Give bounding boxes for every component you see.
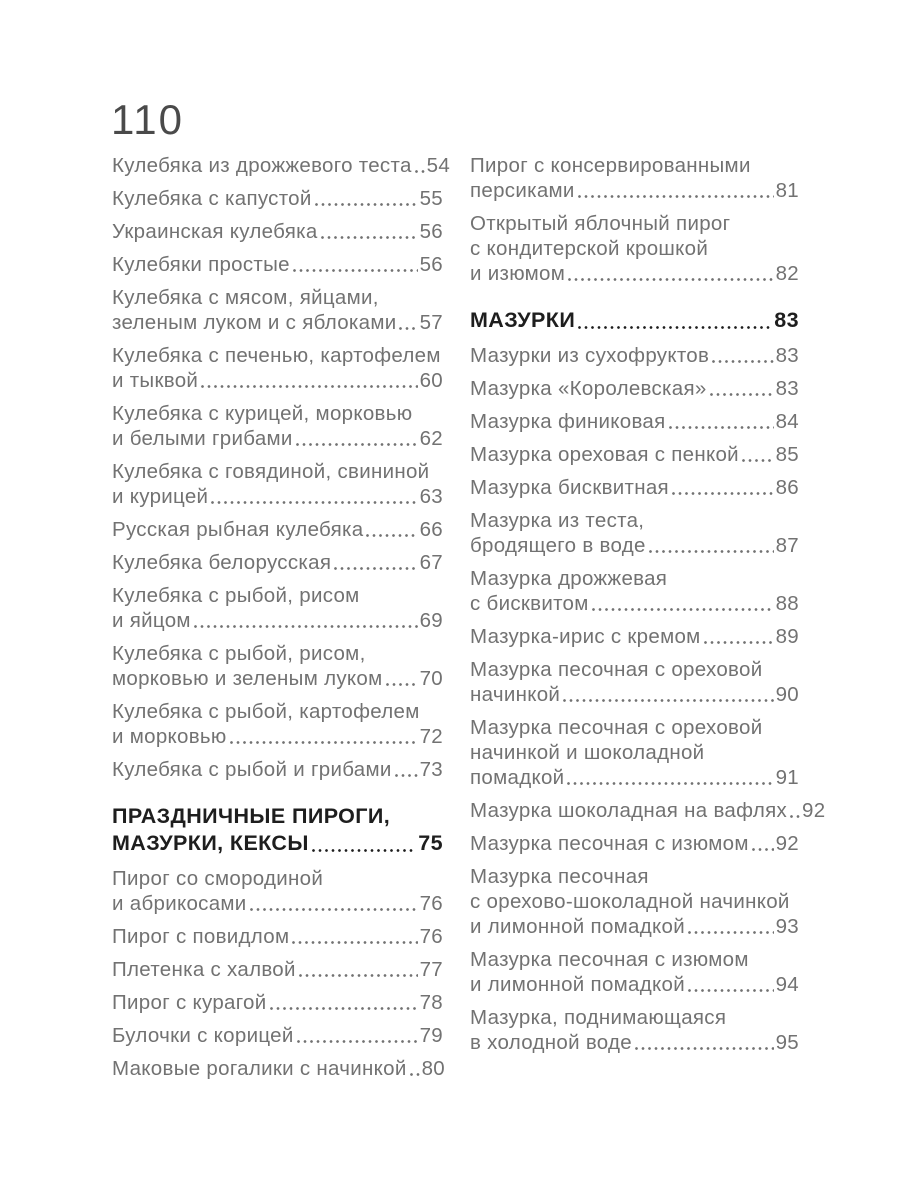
toc-entry-line [112, 990, 443, 1015]
toc-entry-title: и лимонной помадкой [470, 973, 685, 996]
toc-entry-page: 66 [419, 518, 443, 541]
toc-entry-title: Булочки с корицей [112, 1024, 294, 1047]
toc-column-right [470, 153, 826, 1089]
toc-entry-page: 72 [419, 725, 443, 748]
toc-entry [112, 285, 443, 335]
toc-entry-title: МАЗУРКИ [470, 308, 576, 332]
toc-entry-line [470, 972, 799, 997]
dot-leader [334, 550, 417, 575]
toc-entry-title: начинкой и шоколадной [470, 741, 705, 764]
toc-entry-title: Пирог с консервированными [470, 154, 751, 177]
dot-leader [201, 368, 417, 393]
toc-entry-title: Мазурка песочная с изюмом [470, 832, 749, 855]
toc-entry-title: Пирог с повидлом [112, 925, 290, 948]
toc-entry-line [112, 1023, 443, 1048]
toc-entry [470, 715, 799, 790]
toc-entry-page: 73 [419, 758, 443, 781]
toc-entry-title: Кулебяка белорусская [112, 551, 332, 574]
toc-entry-title: и лимонной помадкой [470, 915, 685, 938]
toc-entry-page: 60 [419, 369, 443, 392]
toc-entry [470, 475, 799, 500]
dot-leader [410, 1056, 420, 1081]
toc-entry [470, 798, 826, 823]
toc-entry-line [470, 211, 799, 236]
toc-entry-line [470, 153, 799, 178]
toc-entry-line [470, 1030, 799, 1055]
toc-entry-page: 63 [419, 485, 443, 508]
toc-entry-title: Мазурка песочная с ореховой [470, 716, 763, 739]
toc-entry [112, 924, 443, 949]
toc-entry [112, 459, 443, 509]
toc-column-left [112, 153, 451, 1089]
toc-entry-title: и абрикосами [112, 892, 247, 915]
toc-entry [470, 657, 799, 707]
toc-entry-line [470, 307, 799, 334]
toc-entry [470, 376, 799, 401]
dot-leader [292, 924, 417, 949]
toc-entry-line [470, 889, 799, 914]
toc-entry-page: 67 [419, 551, 443, 574]
toc-entry [470, 831, 799, 856]
toc-entry-title: и яйцом [112, 609, 191, 632]
toc-entry-title: Кулебяки простые [112, 253, 290, 276]
toc-entry-line [112, 891, 443, 916]
toc-entry-page: 92 [802, 799, 826, 822]
toc-entry-title: бродящего в воде [470, 534, 646, 557]
toc-entry [470, 442, 799, 467]
toc-entry-title: Мазурка ореховая с пенкой [470, 443, 739, 466]
toc-entry [470, 343, 799, 368]
toc-entry-line [112, 1056, 446, 1081]
toc-entry-page: 78 [419, 991, 443, 1014]
dot-leader [250, 891, 418, 916]
toc-entry-title: зеленым луком и с яблоками [112, 311, 397, 334]
dot-leader [230, 724, 418, 749]
dot-leader [568, 261, 773, 286]
toc-entry-title: с орехово-шоколадной начинкой [470, 890, 790, 913]
toc-entry [112, 153, 451, 178]
toc-entry-page: 87 [775, 534, 799, 557]
dot-leader [293, 252, 418, 277]
toc-entry-title: Пирог со смородиной [112, 867, 324, 890]
toc-entry [470, 624, 799, 649]
toc-entry-title: помадкой [470, 766, 565, 789]
toc-entry-line [112, 550, 443, 575]
dot-leader [742, 442, 774, 467]
toc-entry-page: 55 [419, 187, 443, 210]
dot-leader [704, 624, 774, 649]
toc-entry-title: и морковью [112, 725, 227, 748]
toc-entry-title: морковью и зеленым луком [112, 667, 383, 690]
dot-leader [672, 475, 774, 500]
toc-entry-line [470, 1005, 799, 1030]
toc-entry [470, 508, 799, 558]
toc-entry-line [112, 803, 443, 830]
toc-entry-line [470, 947, 799, 972]
dot-leader [211, 484, 417, 509]
toc-entry-title: Кулебяка с печенью, картофелем [112, 344, 441, 367]
toc-entry-line [470, 591, 799, 616]
dot-leader [649, 533, 774, 558]
toc-entry-line [112, 153, 451, 178]
toc-entry-page: 90 [775, 683, 799, 706]
toc-entry-title: и белыми грибами [112, 427, 293, 450]
toc-entry-line [470, 566, 799, 591]
toc-entry-line [470, 682, 799, 707]
toc-entry-title: с бисквитом [470, 592, 589, 615]
toc-entry-page: 76 [419, 892, 443, 915]
toc-entry-line [470, 236, 799, 261]
toc-entry [470, 409, 799, 434]
toc-entry-line [112, 830, 443, 857]
toc-entry-page: 62 [419, 427, 443, 450]
toc-entry-line [112, 219, 443, 244]
toc-entry-line [470, 475, 799, 500]
toc-entry-page: 83 [775, 377, 799, 400]
page-number: 110 [111, 96, 184, 143]
toc-entry-line [470, 715, 799, 740]
dot-leader [366, 517, 417, 542]
dot-leader [635, 1030, 774, 1055]
toc-entry [112, 343, 443, 393]
toc-entry-line [470, 765, 799, 790]
dot-leader [563, 682, 773, 707]
toc-entry [112, 401, 443, 451]
dot-leader [312, 830, 416, 857]
dot-leader [592, 591, 774, 616]
toc-entry-page: 84 [775, 410, 799, 433]
toc-entry-line [470, 914, 799, 939]
toc-entry-line [470, 376, 799, 401]
toc-entry-line [112, 666, 443, 691]
toc-entry-title: и курицей [112, 485, 209, 508]
toc-entry-line [112, 924, 443, 949]
toc-entry-line [470, 508, 799, 533]
toc-entry-page: 76 [419, 925, 443, 948]
toc-entry [112, 757, 443, 782]
toc-entry-title: Кулебяка с рыбой и грибами [112, 758, 392, 781]
toc-entry-page: 69 [419, 609, 443, 632]
dot-leader [399, 310, 417, 335]
toc-entry-page: 82 [775, 262, 799, 285]
toc-entry-page: 86 [775, 476, 799, 499]
toc-entry-page: 56 [419, 253, 443, 276]
toc-entry [112, 641, 443, 691]
toc-entry [470, 566, 799, 616]
dot-leader [578, 178, 774, 203]
toc-entry-title: Маковые рогалики с начинкой [112, 1057, 407, 1080]
toc-entry-line [470, 533, 799, 558]
toc-entry-title: Мазурка песочная [470, 865, 649, 888]
toc-entry-line [112, 484, 443, 509]
toc-entry-page: 85 [775, 443, 799, 466]
toc-entry-title: Кулебяка с мясом, яйцами, [112, 286, 379, 309]
toc-entry-title: Украинская кулебяка [112, 220, 318, 243]
dot-leader [688, 914, 774, 939]
toc-entry-title: Мазурка-ирис с кремом [470, 625, 701, 648]
toc-entry-page: 89 [775, 625, 799, 648]
toc-entry-page: 77 [419, 958, 443, 981]
toc-entry [112, 1056, 446, 1081]
dot-leader [296, 426, 418, 451]
toc-entry-line [112, 699, 443, 724]
toc-entry-title: Мазурка шоколадная на вафлях [470, 799, 788, 822]
dot-leader [712, 343, 773, 368]
toc-entry-title: Открытый яблочный пирог [470, 212, 731, 235]
toc-entry-line [470, 343, 799, 368]
toc-entry-line [112, 583, 443, 608]
toc-entry [112, 583, 443, 633]
dot-leader [578, 307, 772, 334]
toc-entry-title: Пирог с курагой [112, 991, 267, 1014]
toc-entry [470, 864, 799, 939]
toc-entry [470, 211, 799, 286]
toc-entry-line [470, 831, 799, 856]
toc-entry-title: в холодной воде [470, 1031, 633, 1054]
dot-leader [386, 666, 418, 691]
toc-entry [112, 219, 443, 244]
toc-entry-page: 54 [426, 154, 451, 177]
toc-entry-page: 91 [775, 766, 799, 789]
toc-entry [112, 699, 443, 749]
toc-entry-page: 83 [774, 308, 799, 332]
toc-entry-title: и изюмом [470, 262, 566, 285]
toc-entry-line [470, 178, 799, 203]
toc-entry-line [470, 740, 799, 765]
dot-leader [567, 765, 773, 790]
toc-entry-title: начинкой [470, 683, 561, 706]
toc-entry-line [112, 401, 443, 426]
toc-entry-page: 57 [419, 311, 443, 334]
toc-entry-line [112, 517, 443, 542]
toc-entry-title: Мазурка бисквитная [470, 476, 669, 499]
toc-entry [112, 1023, 443, 1048]
toc-entry-title: с кондитерской крошкой [470, 237, 709, 260]
toc-entry-page: 92 [775, 832, 799, 855]
toc-entry-page: 70 [419, 667, 443, 690]
toc-entry-title: Кулебяка с курицей, морковью [112, 402, 413, 425]
toc-entry-title: Кулебяка с рыбой, картофелем [112, 700, 420, 723]
toc-columns [112, 153, 826, 1089]
toc-entry-title: ПРАЗДНИЧНЫЕ ПИРОГИ, [112, 804, 391, 828]
toc-entry [470, 1005, 799, 1055]
toc-entry-title: Кулебяка с говядиной, свининой [112, 460, 430, 483]
toc-entry-page: 95 [775, 1031, 799, 1054]
toc-entry-page: 75 [418, 831, 443, 855]
toc-entry-title: Плетенка с халвой [112, 958, 296, 981]
toc-entry-line [112, 285, 443, 310]
toc-entry-line [112, 343, 443, 368]
dot-leader [297, 1023, 418, 1048]
dot-leader [415, 153, 425, 178]
toc-entry-line [470, 261, 799, 286]
toc-entry-page: 80 [421, 1057, 446, 1080]
toc-entry-line [112, 368, 443, 393]
toc-entry-title: МАЗУРКИ, КЕКСЫ [112, 831, 309, 855]
toc-entry-title: Мазурка песочная с изюмом [470, 948, 749, 971]
dot-leader [194, 608, 418, 633]
dot-leader [669, 409, 774, 434]
dot-leader [710, 376, 774, 401]
toc-entry [470, 153, 799, 203]
toc-entry-line [112, 186, 443, 211]
toc-entry-title: Мазурки из сухофруктов [470, 344, 710, 367]
toc-entry-title: Мазурка дрожжевая [470, 567, 668, 590]
dot-leader [315, 186, 418, 211]
toc-entry-line [112, 724, 443, 749]
toc-entry-line [470, 798, 826, 823]
toc-entry-page: 93 [775, 915, 799, 938]
toc-entry-title: Мазурка финиковая [470, 410, 666, 433]
toc-entry-line [112, 641, 443, 666]
toc-entry-title: Мазурка «Королевская» [470, 377, 707, 400]
toc-entry-line [112, 757, 443, 782]
toc-entry [112, 990, 443, 1015]
toc-entry-line [470, 657, 799, 682]
toc-entry-title: Кулебяка из дрожжевого теста [112, 154, 412, 177]
toc-entry-title: Мазурка песочная с ореховой [470, 658, 763, 681]
toc-entry-line [470, 624, 799, 649]
toc-entry-title: Кулебяка с рыбой, рисом [112, 584, 360, 607]
toc-entry-line [112, 608, 443, 633]
toc-entry [112, 957, 443, 982]
toc-entry [112, 186, 443, 211]
toc-entry-title: персиками [470, 179, 575, 202]
dot-leader [395, 757, 418, 782]
toc-entry-title: Кулебяка с рыбой, рисом, [112, 642, 366, 665]
toc-entry-page: 56 [419, 220, 443, 243]
toc-entry-page: 94 [775, 973, 799, 996]
toc-entry-line [112, 310, 443, 335]
toc-entry-page: 88 [775, 592, 799, 615]
toc-entry-line [112, 459, 443, 484]
dot-leader [299, 957, 418, 982]
toc-entry-title: и тыквой [112, 369, 199, 392]
toc-entry [470, 947, 799, 997]
toc-entry [112, 517, 443, 542]
dot-leader [752, 831, 774, 856]
dot-leader [270, 990, 418, 1015]
toc-entry-page: 81 [775, 179, 799, 202]
toc-entry-title: Мазурка из теста, [470, 509, 645, 532]
toc-entry-line [112, 426, 443, 451]
toc-entry-title: Русская рыбная кулебяка [112, 518, 364, 541]
toc-section-heading [112, 803, 443, 857]
toc-section-heading [470, 307, 799, 334]
toc-entry [112, 550, 443, 575]
toc-entry-title: Мазурка, поднимающаяся [470, 1006, 727, 1029]
dot-leader [790, 798, 800, 823]
toc-entry [112, 252, 443, 277]
toc-entry-line [470, 864, 799, 889]
toc-entry-line [112, 957, 443, 982]
dot-leader [688, 972, 774, 997]
toc-entry-page: 83 [775, 344, 799, 367]
dot-leader [321, 219, 418, 244]
toc-entry-title: Кулебяка с капустой [112, 187, 312, 210]
toc-entry-line [470, 442, 799, 467]
toc-entry-line [112, 866, 443, 891]
toc-entry-line [112, 252, 443, 277]
toc-entry-line [470, 409, 799, 434]
toc-entry-page: 79 [419, 1024, 443, 1047]
toc-entry [112, 866, 443, 916]
